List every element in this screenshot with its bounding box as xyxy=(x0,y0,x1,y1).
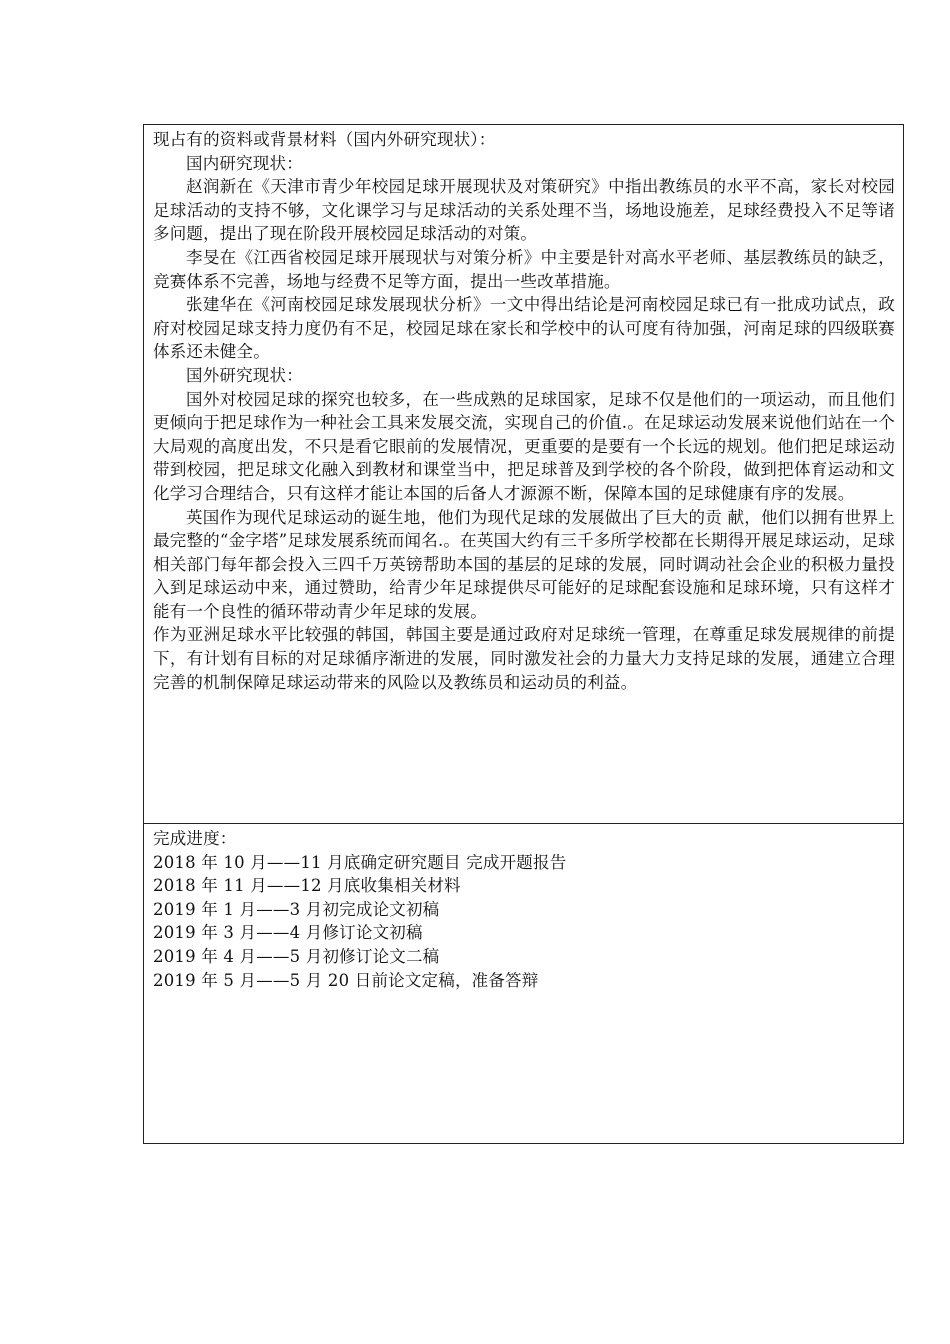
research-status-cell xyxy=(144,125,903,823)
progress-item: 2019 年 1 月——3 月初完成论文初稿 xyxy=(153,899,440,919)
korea-paragraph: 作为亚洲足球水平比较强的韩国，韩国主要是通过政府对足球统一管理，在尊重足球发展规律的前提下，有计划有目标的对足球循序渐进的发展，同时激发社会的力量大力支持足球的发展，通建立合理完善的机制保障足球运动带来的风险以及教练员和运动员的利益。 xyxy=(153,625,895,692)
domestic-paragraph: 张建华在《河南校园足球发展现状分析》一文中得出结论是河南校园足球已有一批成功试点，政府对校园足球支持力度仍有不足，校园足球在家长和学校中的认可度有待加强，河南足球的四级联赛体系还未健全。 xyxy=(153,295,895,362)
progress-item: 2018 年 10 月——11 月底确定研究题目 完成开题报告 xyxy=(153,852,567,872)
foreign-heading: 国外研究现状： xyxy=(186,365,303,385)
research-heading: 现占有的资料或背景材料（国内外研究现状）： xyxy=(153,130,496,149)
domestic-heading: 国内研究现状： xyxy=(186,153,303,173)
progress-item: 2019 年 5 月——5 月 20 日前论文定稿，准备答辩 xyxy=(153,970,539,990)
progress-cell xyxy=(144,823,903,1143)
foreign-paragraph: 国外对校园足球的探究也较多，在一些成熟的足球国家，足球不仅是他们的一项运动，而且他们更倾向于把足球作为一种社会工具来发展交流，实现自己的价值.。在足球运动发展来说他们站在一个大局观的高度出发，不只是看它眼前的发展情况，更重要的是要有一个长远的规划。他们把足球运动带到校园，把足球文化融入到教材和课堂当中，把足球普及到学校的各个阶段，做到把体育运动和文化学习合理结合，只有这样才能让本国的后备人才源源不断，保障本国的足球健康有序的发展。 xyxy=(153,389,895,503)
progress-item: 2018 年 11 月——12 月底收集相关材料 xyxy=(153,876,461,896)
proposal-form-table xyxy=(143,124,904,1144)
foreign-paragraph: 英国作为现代足球运动的诞生地，他们为现代足球的发展做出了巨大的贡 献，他们以拥有世界上最完整的“金字塔”足球发展系统而闻名.。在英国大约有三千多所学校都在长期得开展足球运动，足球相关部门每年都会投入三四千万英镑帮助本国的基层的足球的发展，同时调动社会企业的积极力量投入到足球运动中来，通过赞助，给青少年足球提供尽可能好的足球配套设施和足球环境，只有这样才能有一个良性的循环带动青少年足球的发展。 xyxy=(153,507,895,621)
progress-item: 2019 年 3 月——4 月修订论文初稿 xyxy=(153,923,423,943)
domestic-paragraph: 李旻在《江西省校园足球开展现状与对策分析》中主要是针对高水平老师、基层教练员的缺乏，竞赛体系不完善，场地与经费不足等方面，提出一些改革措施。 xyxy=(153,247,895,291)
progress-heading: 完成进度： xyxy=(153,829,237,848)
domestic-paragraph: 赵润新在《天津市青少年校园足球开展现状及对策研究》中指出教练员的水平不高，家长对校园足球活动的支持不够，文化课学习与足球活动的关系处理不当，场地设施差，足球经费投入不足等诸多问题，提出了现在阶段开展校园足球活动的对策。 xyxy=(153,177,895,244)
progress-item: 2019 年 4 月——5 月初修订论文二稿 xyxy=(153,946,440,966)
